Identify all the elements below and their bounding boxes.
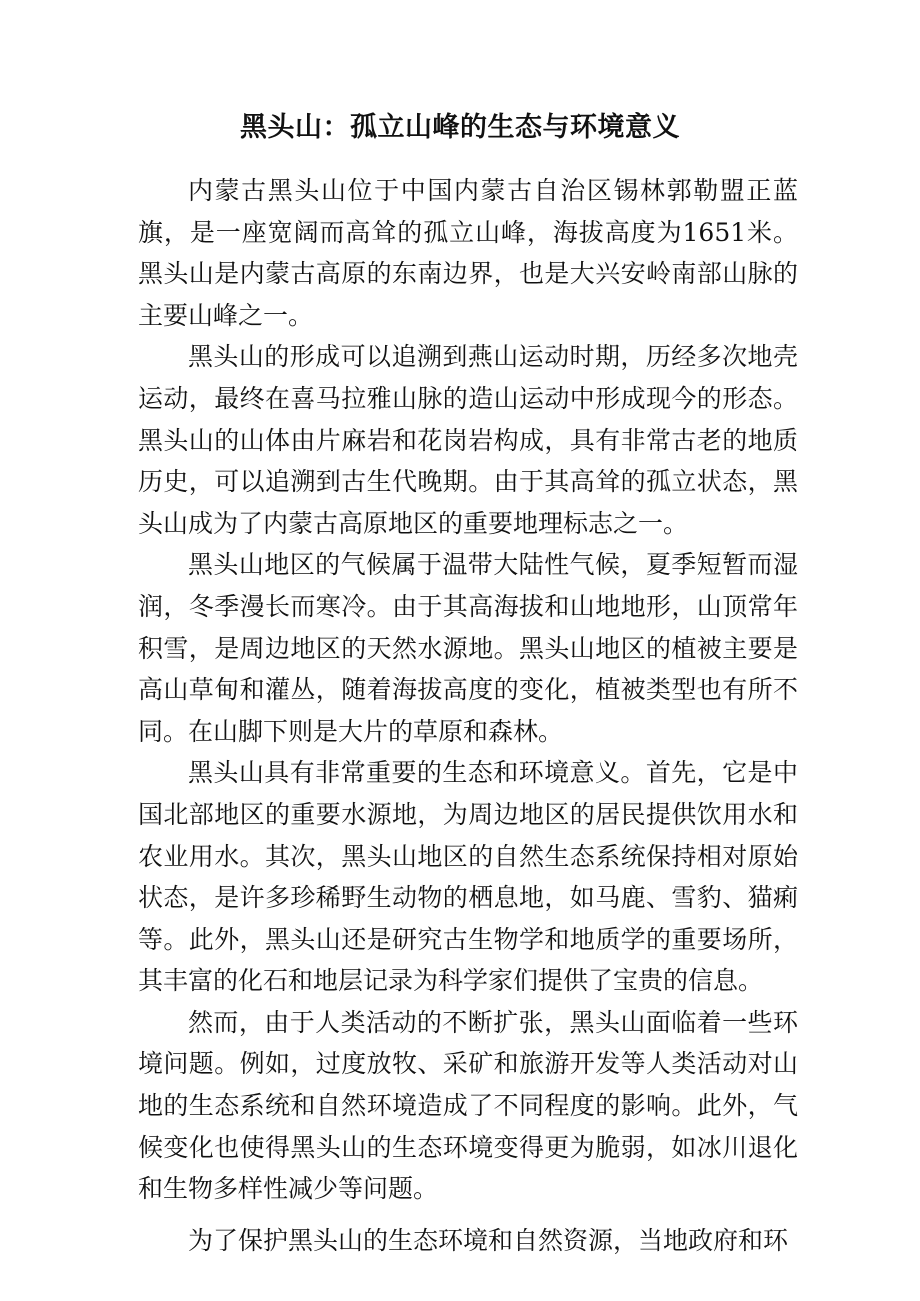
paragraph-formation: 黑头山的形成可以追溯到燕山运动时期，历经多次地壳运动，最终在喜马拉雅山脉的造山运动中形成现今的形态。黑头山的山体由片麻岩和花岗岩构成，具有非常古老的地质历史，可以追溯到古生代晚期。由于其高耸的孤立状态，黑头山成为了内蒙古高原地区的重要地理标志之一。 bbox=[138, 342, 798, 538]
paragraph-location: 内蒙古黑头山位于中国内蒙古自治区锡林郭勒盟正蓝旗，是一座宽阔而高耸的孤立山峰，海拔高度为1651米。黑头山是内蒙古高原的东南边界，也是大兴安岭南部山脉的主要山峰之一。 bbox=[138, 176, 798, 330]
document-body bbox=[138, 170, 798, 1261]
paragraph-climate: 黑头山地区的气候属于温带大陆性气候，夏季短暂而湿润，冬季漫长而寒冷。由于其高海拔和山地地形，山顶常年积雪，是周边地区的天然水源地。黑头山地区的植被主要是高山草甸和灌丛，随着海拔高度的变化，植被类型也有所不同。在山脚下则是大片的草原和森林。 bbox=[138, 550, 798, 746]
document-title: 黑头山：孤立山峰的生态与环境意义 bbox=[240, 112, 680, 143]
paragraph-protection: 为了保护黑头山的生态环境和自然资源，当地政府和环 bbox=[188, 1225, 789, 1255]
paragraph-threats: 然而，由于人类活动的不断扩张，黑头山面临着一些环境问题。例如，过度放牧、采矿和旅游开发等人类活动对山地的生态系统和自然环境造成了不同程度的影响。此外，气候变化也使得黑头山的生态环境变得更为脆弱，如冰川退化和生物多样性减少等问题。 bbox=[138, 1007, 798, 1204]
paragraph-significance: 黑头山具有非常重要的生态和环境意义。首先，它是中国北部地区的重要水源地，为周边地区的居民提供饮用水和农业用水。其次，黑头山地区的自然生态系统保持相对原始状态，是许多珍稀野生动物的栖息地，如马鹿、雪豹、猫痢等。此外，黑头山还是研究古生物学和地质学的重要场所，其丰富的化石和地层记录为科学家们提供了宝贵的信息。 bbox=[138, 758, 798, 996]
